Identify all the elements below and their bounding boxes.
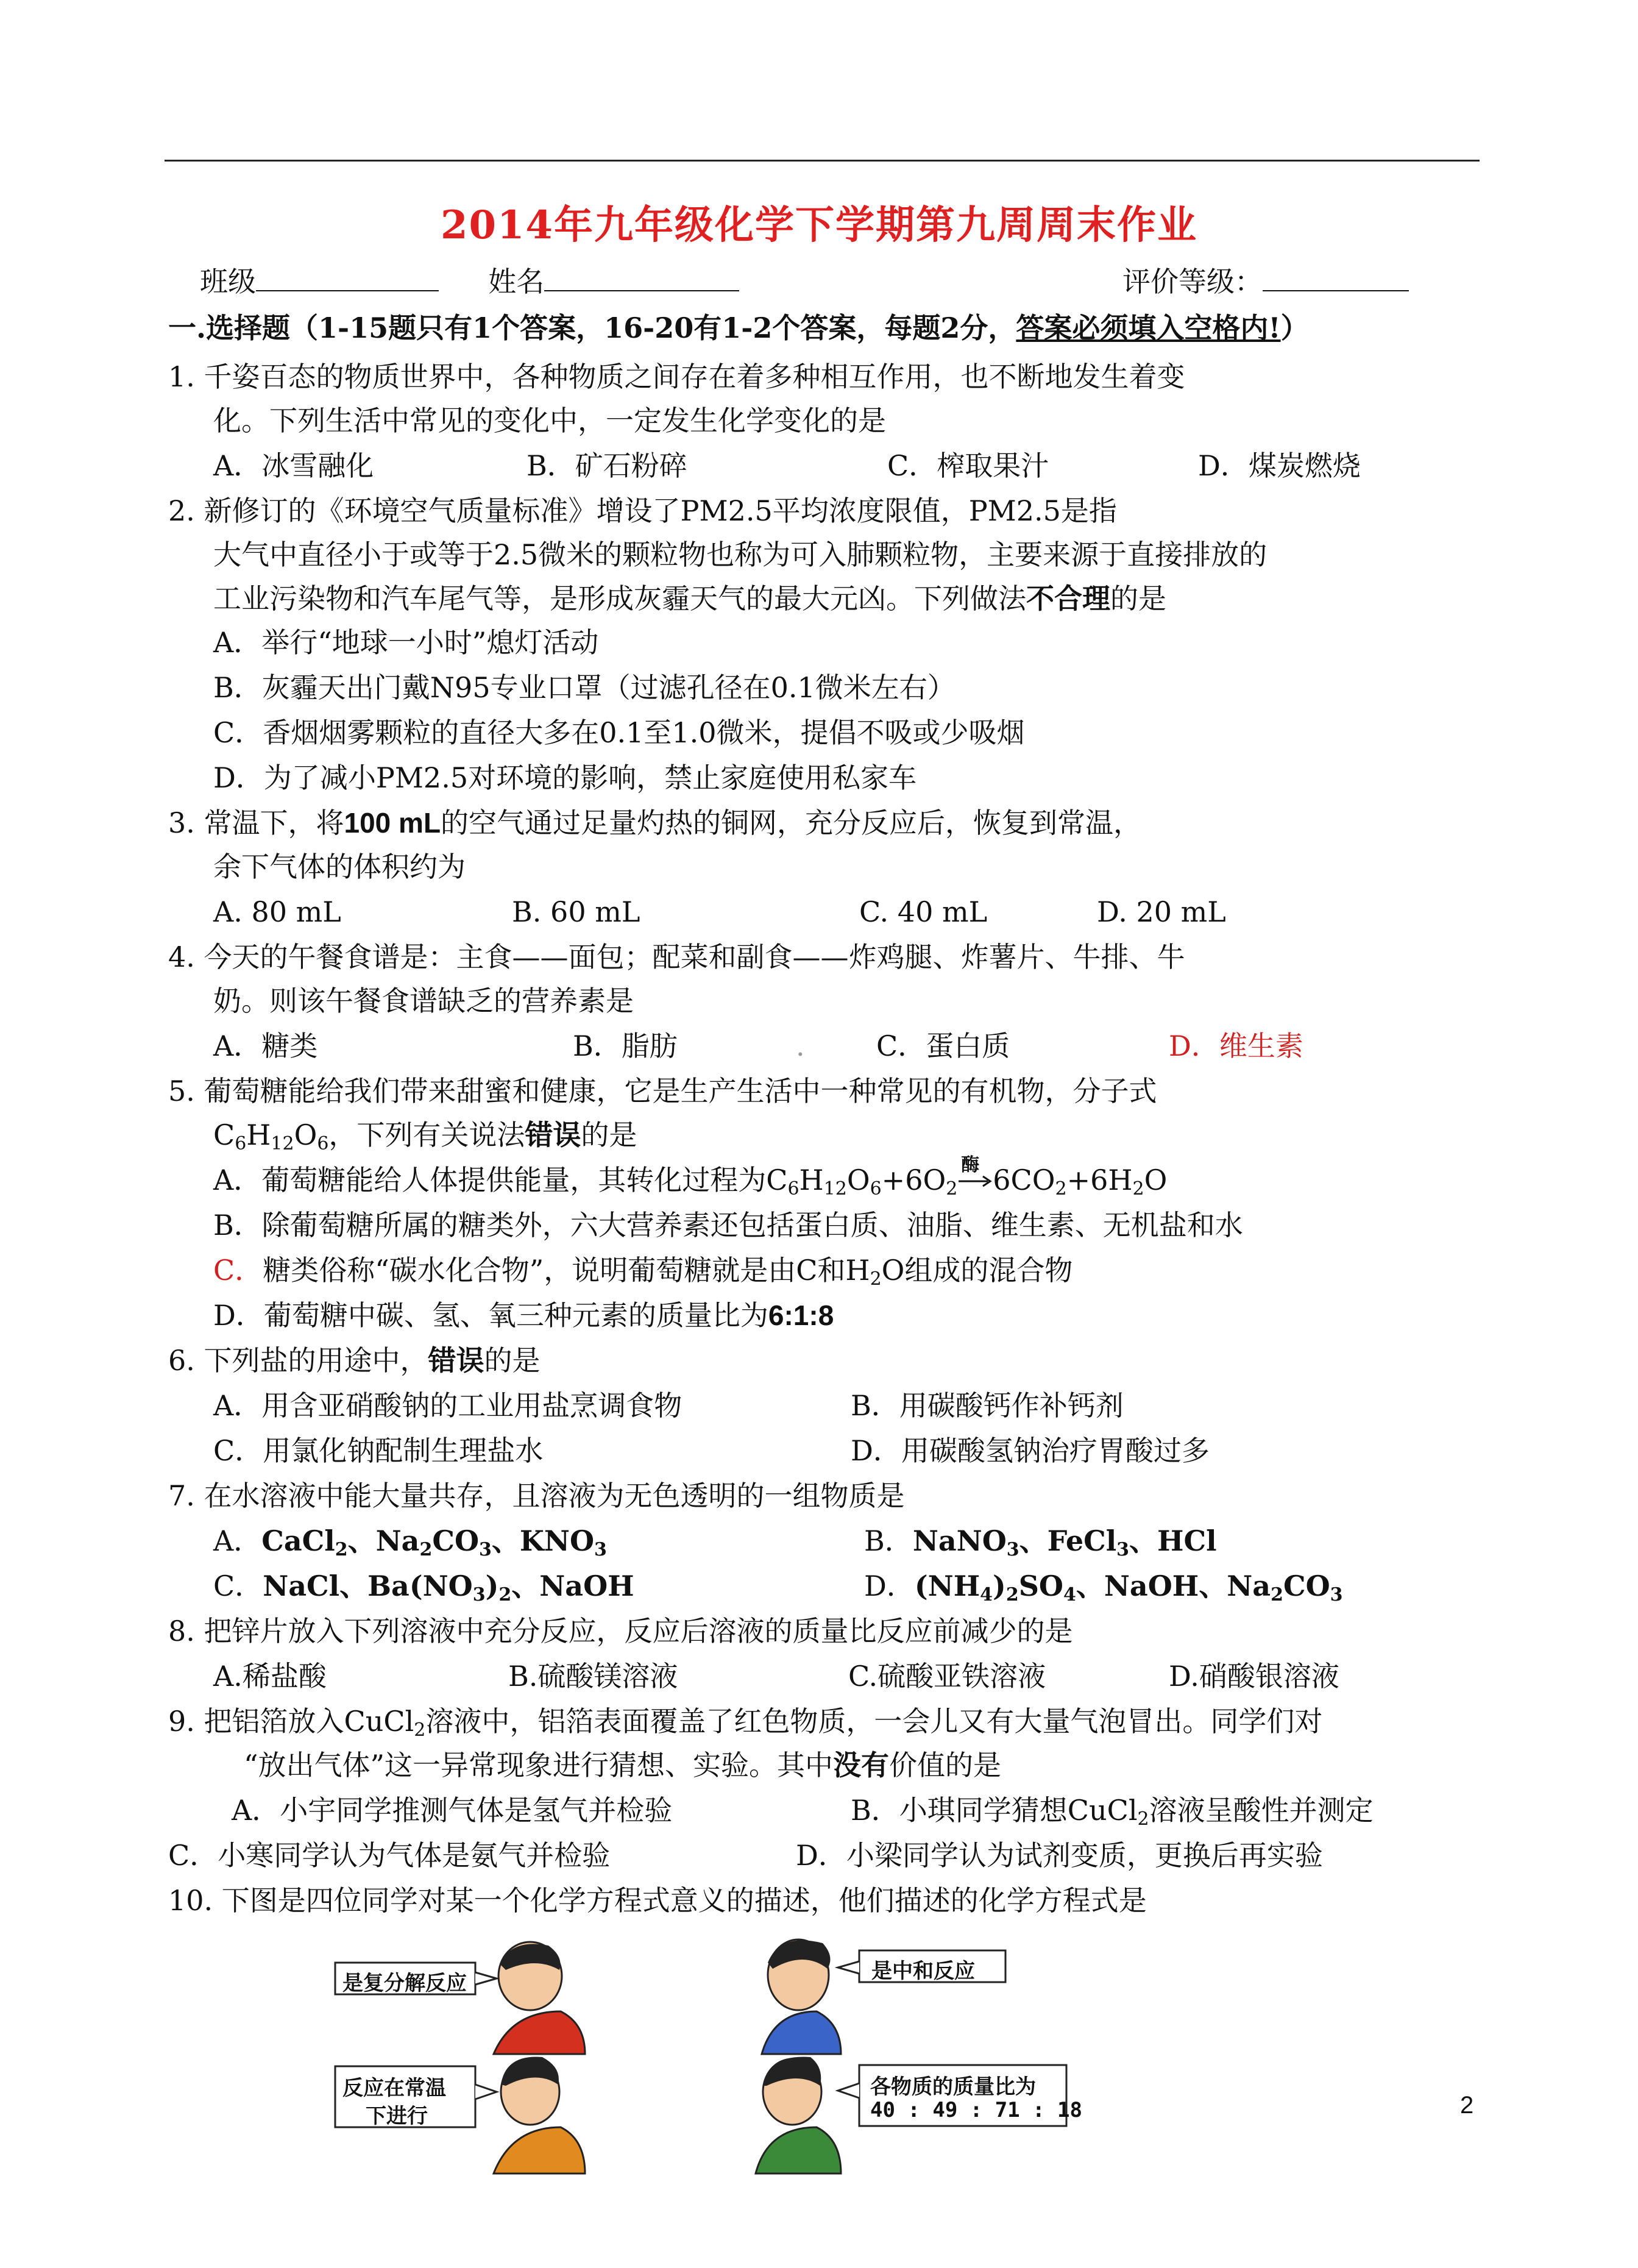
- q5-option-d-text: D．葡萄糖中碳、氢、氧三种元素的质量比为: [213, 1299, 768, 1332]
- q5-stem-line1: 葡萄糖能给我们带来甜蜜和健康，它是生产生活中一种常见的有机物，分子式: [204, 1075, 1157, 1107]
- q5-eq-o2: +6O: [881, 1164, 946, 1196]
- q5-option-a-text: A．葡萄糖能给人体提供能量，其转化过程为: [213, 1164, 767, 1196]
- student-3-figure: [494, 2057, 585, 2174]
- q1-stem-line2: 化。下列生活中常见的变化中，一定发生化学变化的是: [213, 404, 886, 437]
- q2-option-c[interactable]: C．香烟烟雾颗粒的直径大多在0.1至1.0微米，提倡不吸或少吸烟: [213, 716, 1025, 749]
- q3-stem-a: 常温下，将: [204, 806, 344, 839]
- q5-option-c-end: O组成的混合物: [881, 1254, 1073, 1287]
- q8-option-b[interactable]: B.硫酸镁溶液: [508, 1660, 678, 1693]
- q2-stem-line3: [213, 580, 1166, 617]
- bubble-2-text: 是中和反应: [871, 1959, 975, 1983]
- q10-number: 10.: [168, 1884, 213, 1917]
- question-8: [168, 1613, 1073, 1649]
- q6-stem-emphasis: 错误: [428, 1344, 484, 1377]
- section-heading: [168, 310, 1309, 346]
- q4-number: 4.: [168, 940, 195, 973]
- q3-stem-line2: 余下气体的体积约为: [213, 850, 466, 883]
- header-fields: [200, 263, 739, 300]
- question-1: [168, 358, 1185, 395]
- q5-formula-c: C: [213, 1118, 235, 1151]
- bubble-1-text: 是复分解反应: [342, 1971, 467, 1996]
- q5-eq-sub: 2: [1132, 1178, 1144, 1200]
- q4-option-d-text: D．维生素: [1169, 1029, 1303, 1062]
- q5-formula-h: H: [246, 1118, 271, 1151]
- student-2-figure: [762, 1939, 841, 2054]
- q7-option-c[interactable]: C．NaCl、$Ba(NO_3)_2$、NaOH: [213, 1569, 634, 1605]
- q6-option-c[interactable]: C．用氯化钠配制生理盐水: [213, 1434, 544, 1467]
- q9-option-d[interactable]: D．小梁同学认为试剂变质，更换后再实验: [796, 1839, 1323, 1872]
- question-9: [168, 1703, 1322, 1740]
- q5-eq-sub: 12: [823, 1178, 847, 1200]
- q5-option-c[interactable]: [213, 1252, 1072, 1289]
- q5-option-d-ratio: 6:1:8: [768, 1299, 834, 1331]
- q5-option-d[interactable]: [213, 1297, 834, 1334]
- q4-option-d[interactable]: [1169, 1028, 1303, 1064]
- q1-option-a[interactable]: A．冰雪融化: [213, 449, 374, 482]
- q7-option-b-letter: B．: [864, 1524, 913, 1557]
- q6-option-a[interactable]: A．用含亚硝酸钠的工业用盐烹调食物: [213, 1389, 682, 1422]
- q1-option-d[interactable]: D．煤炭燃烧: [1198, 449, 1361, 482]
- q4-option-b[interactable]: B．脂肪: [573, 1029, 678, 1062]
- name-label: 姓名: [488, 265, 545, 298]
- q9-stem-line2: [244, 1747, 1001, 1783]
- q7-option-c-letter: C．: [213, 1569, 263, 1602]
- student-4-figure: [756, 2057, 841, 2174]
- q1-number: 1.: [168, 360, 195, 393]
- q9-stem-b: 溶液中，铝箔表面覆盖了红色物质，一会儿又有大量气泡冒出。同学们对: [425, 1705, 1323, 1738]
- bubble-4-text-line1: 各物质的质量比为: [870, 2075, 1036, 2099]
- q9-option-b-text: B．小琪同学猜想CuCl: [851, 1794, 1138, 1827]
- q5-option-c-text: 糖类俗称“碳水化合物”，说明葡萄糖就是由C和H: [263, 1254, 870, 1287]
- q6-option-d[interactable]: D．用碳酸氢钠治疗胃酸过多: [851, 1434, 1210, 1467]
- section-heading-emphasis: 答案必须填入空格内!: [1016, 311, 1281, 344]
- q8-option-d[interactable]: D.硝酸银溶液: [1169, 1660, 1339, 1693]
- students-cartoon: [329, 1932, 1121, 2176]
- q7-option-a-letter: A．: [213, 1524, 262, 1557]
- q9-option-a[interactable]: A．小宇同学推测气体是氢气并检验: [232, 1794, 673, 1827]
- q5-option-c-sub: 2: [870, 1268, 882, 1290]
- question-3: [168, 805, 1141, 841]
- q5-eq-o: O: [846, 1164, 870, 1196]
- q8-number: 8.: [168, 1615, 195, 1648]
- q3-volume: 100 mL: [344, 807, 441, 839]
- class-blank[interactable]: [256, 263, 439, 291]
- q2-stem-line2: 大气中直径小于或等于2.5微米的颗粒物也称为可入肺颗粒物，主要来源于直接排放的: [213, 538, 1268, 571]
- q7-option-d[interactable]: D．$(NH_4)_2SO_4$、NaOH、$Na_2CO_3$: [864, 1569, 1343, 1605]
- question-4: [168, 939, 1185, 975]
- q5-eq-h2o: +6H: [1066, 1164, 1133, 1196]
- q9-option-b[interactable]: [851, 1792, 1374, 1829]
- q5-stem-line2: [213, 1117, 637, 1153]
- q3-number: 3.: [168, 806, 195, 839]
- q9-number: 9.: [168, 1705, 195, 1738]
- q5-eq-sub: 6: [870, 1178, 882, 1200]
- q6-stem-a: 下列盐的用途中，: [204, 1344, 428, 1377]
- q2-stem-line1: 新修订的《环境空气质量标准》增设了PM2.5平均浓度限值，PM2.5是指: [204, 494, 1117, 527]
- grade-label: 评价等级：: [1122, 265, 1263, 298]
- page-number: 2: [1460, 2092, 1474, 2119]
- q5-option-c-letter: C．: [213, 1254, 263, 1287]
- q6-stem-c: 的是: [484, 1344, 541, 1377]
- q5-eq-co2: 6CO: [993, 1164, 1055, 1196]
- q8-option-a[interactable]: A.稀盐酸: [213, 1660, 327, 1693]
- q5-number: 5.: [168, 1075, 195, 1107]
- q8-option-c[interactable]: C.硫酸亚铁溶液: [848, 1660, 1046, 1693]
- student-1-figure: [494, 1942, 585, 2054]
- q7-option-b[interactable]: B．NaNO$_3$、FeCl$_3$、HCl: [864, 1524, 1217, 1560]
- q2-option-a[interactable]: A．举行“地球一小时”熄灯活动: [213, 626, 599, 659]
- question-6: [168, 1342, 541, 1379]
- q4-stray-dot: .: [796, 1029, 805, 1062]
- q3-option-c[interactable]: C. 40 mL: [859, 895, 988, 928]
- q5-eq-condition: 酶: [961, 1154, 980, 1176]
- question-7: [168, 1477, 905, 1514]
- page-title: 2014年九年级化学下学期第九周周末作业: [440, 202, 1198, 248]
- q9-stem-2c: 价值的是: [889, 1749, 1002, 1782]
- q9-option-b-end: 溶液呈酸性并测定: [1149, 1794, 1374, 1827]
- name-blank[interactable]: [544, 263, 739, 291]
- question-5: [168, 1073, 1157, 1109]
- bubble-3-text-line2: 下进行: [366, 2104, 428, 2128]
- reaction-arrow-icon: [957, 1154, 993, 1190]
- q6-option-b[interactable]: B．用碳酸钙作补钙剂: [851, 1389, 1124, 1422]
- q5-formula-sub3: 6: [317, 1133, 329, 1154]
- q5-eq-h: H: [799, 1164, 824, 1196]
- q7-stem: 在水溶液中能大量共存，且溶液为无色透明的一组物质是: [204, 1479, 905, 1512]
- q1-stem-line1: 千姿百态的物质世界中，各种物质之间存在着多种相互作用，也不断地发生着变: [204, 360, 1185, 393]
- q3-stem-c: 的空气通过足量灼热的铜网，充分反应后，恢复到常温，: [441, 806, 1142, 839]
- q1-option-b[interactable]: B．矿石粉碎: [526, 449, 687, 482]
- q5-option-b[interactable]: B．除葡萄糖所属的糖类外，六大营养素还包括蛋白质、油脂、维生素、无机盐和水: [213, 1209, 1243, 1242]
- q1-option-c[interactable]: C．榨取果汁: [887, 449, 1049, 482]
- q9-stem-2a: “放出气体”这一异常现象进行猜想、实验。其中: [244, 1749, 834, 1782]
- q10-stem: 下图是四位同学对某一个化学方程式意义的描述，他们描述的化学方程式是: [221, 1884, 1147, 1917]
- bubble-3-text-line1: 反应在常温: [342, 2076, 446, 2100]
- q2-option-d[interactable]: D．为了减小PM2.5对环境的影响，禁止家庭使用私家车: [213, 761, 917, 794]
- question-10: [168, 1882, 1147, 1919]
- q3-option-a[interactable]: A. 80 mL: [213, 895, 341, 928]
- question-2: [168, 492, 1117, 529]
- q4-option-a[interactable]: A．糖类: [213, 1029, 318, 1062]
- q7-option-d-letter: D．: [864, 1569, 915, 1602]
- header-rule: [165, 160, 1480, 162]
- q5-stem-2c: 的是: [581, 1118, 637, 1151]
- q4-stem-line2: 奶。则该午餐食谱缺乏的营养素是: [213, 984, 634, 1017]
- q2-number: 2.: [168, 494, 195, 527]
- q2-stem-emphasis: 不合理: [1026, 582, 1110, 615]
- q9-stem-sub: 2: [414, 1719, 426, 1741]
- q5-stem-2a: ，下列有关说法: [328, 1118, 525, 1151]
- q6-number: 6.: [168, 1344, 195, 1377]
- q5-formula-sub1: 6: [235, 1133, 247, 1154]
- q8-stem: 把锌片放入下列溶液中充分反应，反应后溶液的质量比反应前减少的是: [204, 1615, 1073, 1648]
- section-heading-end: ）: [1280, 311, 1309, 344]
- q2-stem-line3a: 工业污染物和汽车尾气等，是形成灰霾天气的最大元凶。下列做法: [213, 582, 1026, 615]
- q5-stem-emphasis: 错误: [525, 1118, 581, 1151]
- q3-option-b[interactable]: B. 60 mL: [512, 895, 640, 928]
- q5-formula-o: O: [294, 1118, 317, 1151]
- q5-eq-sub: 2: [946, 1178, 958, 1200]
- q3-option-d[interactable]: D. 20 mL: [1097, 895, 1226, 928]
- q9-stem-emphasis: 没有: [833, 1749, 890, 1782]
- q4-stem-line1: 今天的午餐食谱是：主食——面包；配菜和副食——炸鸡腿、炸薯片、牛排、牛: [204, 940, 1185, 973]
- class-label: 班级: [200, 265, 256, 298]
- q4-option-c[interactable]: C．蛋白质: [876, 1029, 1010, 1062]
- section-heading-text: 一.选择题（1-15题只有1个答案，16-20有1-2个答案，每题2分，: [168, 311, 1016, 344]
- q5-eq-c: C: [766, 1164, 788, 1196]
- q9-option-c[interactable]: C．小寒同学认为气体是氨气并检验: [168, 1839, 611, 1872]
- q9-stem-a: 把铝箔放入CuCl: [204, 1705, 414, 1738]
- bubble-4-text-line2: 40 : 49 : 71 : 18: [870, 2098, 1082, 2122]
- q5-eq-o-end: O: [1144, 1164, 1168, 1196]
- grade-blank[interactable]: [1263, 263, 1409, 291]
- q2-stem-line3c: 的是: [1110, 582, 1166, 615]
- q2-option-b[interactable]: B．灰霾天出门戴N95专业口罩（过滤孔径在0.1微米左右）: [213, 671, 956, 704]
- q5-eq-sub: 6: [787, 1178, 800, 1200]
- q5-option-a[interactable]: [213, 1154, 1168, 1200]
- q5-formula-sub2: 12: [271, 1133, 294, 1154]
- q7-option-a[interactable]: A．CaCl$_2$、$Na_2CO_3$、$KNO_3$: [213, 1524, 607, 1560]
- q7-number: 7.: [168, 1479, 195, 1512]
- grade-field: [1122, 263, 1409, 300]
- q5-eq-sub: 2: [1055, 1178, 1067, 1200]
- q9-option-b-sub: 2: [1137, 1808, 1149, 1830]
